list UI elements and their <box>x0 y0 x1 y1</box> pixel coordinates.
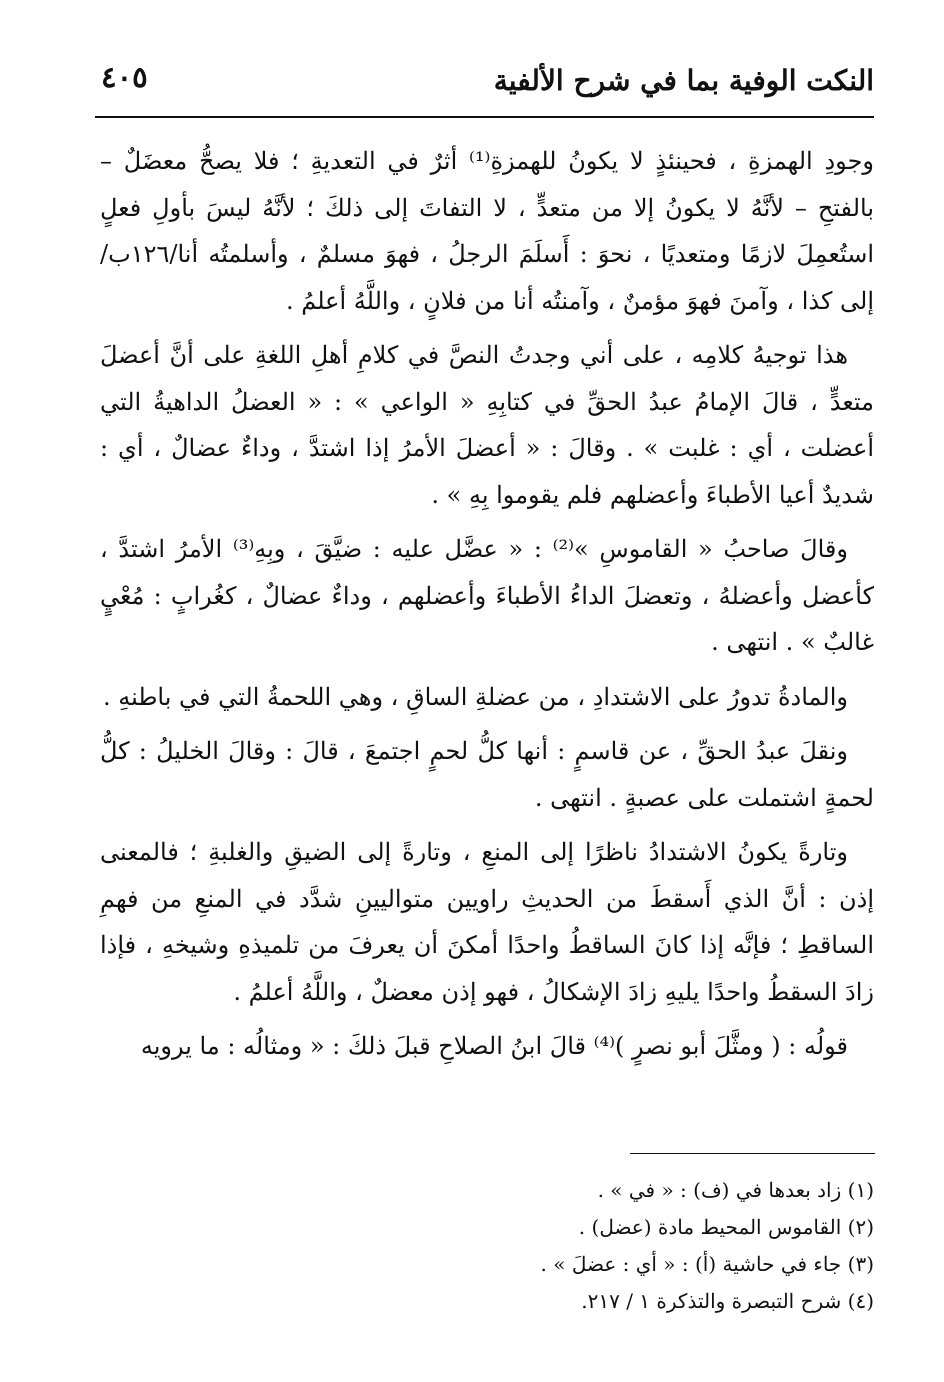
footnote: (٢) القاموس المحيط مادة (عضل) . <box>578 1215 874 1239</box>
paragraph: هذا توجيهُ كلامِه ، على أني وجدتُ النصَّ في كلامِ أهلِ اللغةِ على أنَّ أعضلَ متعدٍّ ، قالَ الإمامُ عبدُ الحقِّ في كتابِهِ « الواعي » : « العضلُ الداهيةُ التي أعضلت ، أي : غلبت » . وقالَ : « أعضلَ الأمرُ إذا اشتدَّ ، وداءٌ عضالٌ ، أي : شديدٌ أعيا الأطباءَ وأعضلهم فلم يقوموا بِهِ » . <box>100 341 874 509</box>
footnote: (٤) شرح التبصرة والتذكرة ١ / ٢١٧. <box>581 1289 874 1313</box>
paragraph: ونقلَ عبدُ الحقِّ ، عن قاسمٍ : أنها كلُّ لحمٍ اجتمعَ ، قالَ : وقالَ الخليلُ : كلُّ لحمةٍ اشتملت على عصبةٍ . انتهى . <box>100 737 874 812</box>
paragraph: وتارةً يكونُ الاشتدادُ ناظرًا إلى المنعِ ، وتارةً إلى الضيقِ والغلبةِ ؛ فالمعنى إذن : أنَّ الذي أَسقطَ من الحديثِ راويين متواليينِ شدَّد في المنعِ من فهمِ الساقطِ ؛ فإنَّه إذا كانَ الساقطُ واحدًا أمكنَ أن يعرفَ من تلميذهِ وشيخهِ ، فإذا زادَ السقطُ واحدًا يليهِ زادَ الإشكالُ ، فهو إذن معضلٌ ، واللَّهُ أعلمُ . <box>100 838 874 1006</box>
paragraph: وقالَ صاحبُ « القاموسِ »⁽²⁾ : « عضَّل عليه : ضيَّقَ ، وبِهِ⁽³⁾ الأمرُ اشتدَّ ، كأعضل وأعضلهُ ، وتعضلَ الداءُ الأطباءَ وأعضلهم ، وداءٌ عضالٌ ، كغُرابٍ : مُعْيٍ غالبٌ » . انتهى . <box>100 535 874 656</box>
paragraph: وجودِ الهمزةِ ، فحينئذٍ لا يكونُ للهمزةِ⁽¹⁾ أثرٌ في التعديةِ ؛ فلا يصحُّ معضَلٌ – بالفتحِ – لأنَّهُ لا يكونُ إلا من متعدٍّ ، لا التفاتَ إلى ذلكَ ؛ لأنَّهُ ليسَ بأولِ فعلٍ استُعمِلَ لازمًا ومتعديًا ، نحوَ : أَسلَمَ الرجلُ ، فهوَ مسلمٌ ، وأسلمتُه أنا/١٢٦ب/ إلى كذا ، وآمنَ فهوَ مؤمنٌ ، وآمنتُه أنا من فلانٍ ، واللَّهُ أعلمُ . <box>100 147 875 315</box>
footnotes <box>100 1172 874 1320</box>
paragraph: قولُه : ( ومثَّلَ أبو نصرٍ )⁽⁴⁾ قالَ ابنُ الصلاحِ قبلَ ذلكَ : « ومثالُه : ما يرويه <box>140 1032 848 1060</box>
page-number: ٤٠٥ <box>101 60 148 94</box>
footnote-rule <box>630 1153 875 1154</box>
main-text <box>100 138 874 1078</box>
header-rule <box>95 116 874 118</box>
footnote: (١) زاد بعدها في (ف) : « في » . <box>597 1178 874 1202</box>
footnote: (٣) جاء في حاشية (أ) : « أي : عضلَ » . <box>540 1252 874 1276</box>
paragraph: والمادةُ تدورُ على الاشتدادِ ، من عضلةِ الساقِ ، وهي اللحمةُ التي في باطنهِ . <box>102 682 848 711</box>
page-header <box>95 56 874 104</box>
running-title: النكت الوفية بما في شرح الألفية <box>493 64 874 97</box>
